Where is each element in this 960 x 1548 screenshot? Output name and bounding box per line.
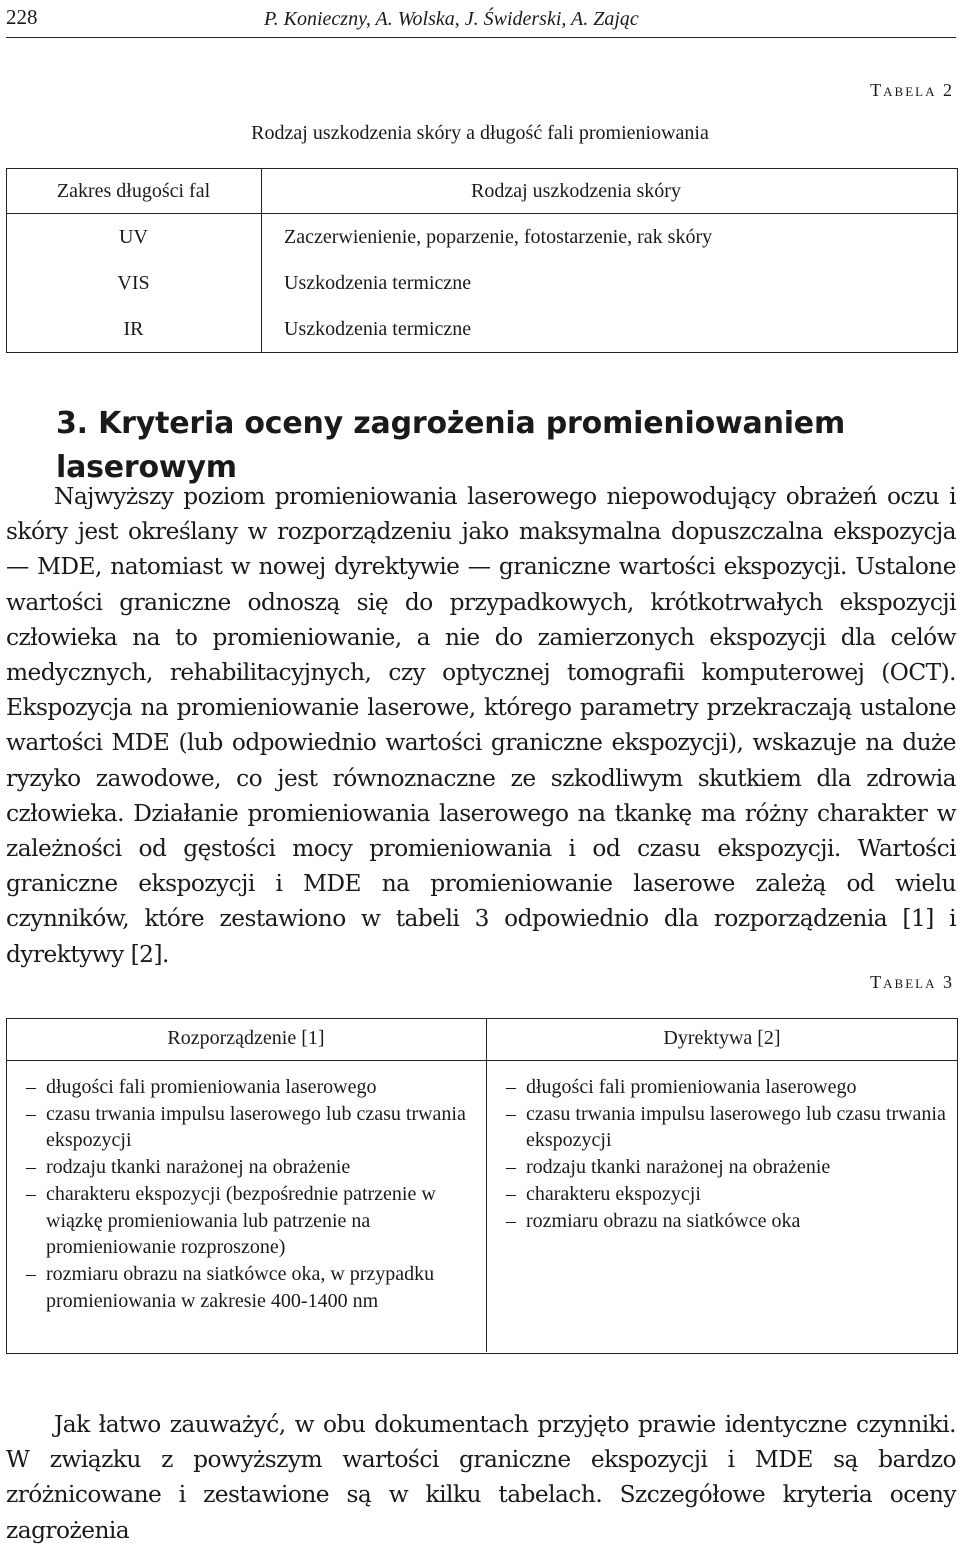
list-item: – rodzaju tkanki narażonej na obrażenie xyxy=(26,1154,476,1181)
table2-cell-range: IR xyxy=(6,306,262,352)
list-item: – rodzaju tkanki narażonej na obrażenie xyxy=(506,1154,946,1181)
list-item: – rozmiaru obrazu na siatkówce oka, w przypadku promieniowania w zakresie 400-1400 nm xyxy=(26,1261,476,1314)
table2-cell-damage: Zaczerwienienie, poparzenie, fotostarzenie, rak skóry xyxy=(284,225,713,248)
list-item: – charakteru ekspozycji xyxy=(506,1181,946,1208)
running-title-authors: P. Konieczny, A. Wolska, J. Świderski, A. Zając xyxy=(264,8,639,30)
table-row xyxy=(6,214,958,260)
table3-directive-list xyxy=(506,1074,946,1234)
header-rule xyxy=(6,37,956,38)
section-heading: 3. Kryteria oceny zagrożenia promieniowaniem laserowym xyxy=(56,406,846,485)
page-number: 228 xyxy=(6,5,38,29)
running-head xyxy=(6,2,956,36)
table2-caption: Rodzaj uszkodzenia skóry a długość fali promieniowania xyxy=(251,122,709,144)
table2-header-rule xyxy=(6,213,958,214)
table3-regulation-list xyxy=(26,1074,476,1314)
table3-label: Tabela 3 xyxy=(870,972,954,992)
table2-cell-damage: Uszkodzenia termiczne xyxy=(284,317,472,340)
table-row xyxy=(6,306,958,352)
list-item: – charakteru ekspozycji (bezpośrednie patrzenie w wiązkę promieniowania lub patrzenie na promieniowanie rozproszone) xyxy=(26,1181,476,1261)
table2-cell-damage: Uszkodzenia termiczne xyxy=(284,271,472,294)
list-item: – czasu trwania impulsu laserowego lub czasu trwania ekspozycji xyxy=(506,1101,946,1154)
table3-header-regulation: Rozporządzenie [1] xyxy=(167,1027,325,1049)
table3-header-directive: Dyrektywa [2] xyxy=(663,1027,781,1049)
list-item: – rozmiaru obrazu na siatkówce oka xyxy=(506,1208,946,1235)
list-item: – długości fali promieniowania laserowego xyxy=(506,1074,946,1101)
closing-paragraph: Jak łatwo zauważyć, w obu dokumentach przyjęto prawie identyczne czynniki. W związku z powyższym wartości graniczne ekspozycji i MDE są bardzo zróżnicowane i zestawione są w kilku tabelach. Szczegółowe kryteria oceny zagrożenia xyxy=(6,1411,956,1544)
table2-header-row xyxy=(6,168,958,214)
table2-cell-range: VIS xyxy=(6,260,262,306)
table2-cell-range: UV xyxy=(6,214,262,260)
table2 xyxy=(6,168,958,352)
table-row xyxy=(6,260,958,306)
table2-label: Tabela 2 xyxy=(870,80,954,100)
table3-column-divider xyxy=(486,1060,487,1352)
list-item: – czasu trwania impulsu laserowego lub czasu trwania ekspozycji xyxy=(26,1101,476,1154)
table2-header-wavelength: Zakres długości fal xyxy=(6,168,262,214)
list-item: – długości fali promieniowania laserowego xyxy=(26,1074,476,1101)
table2-header-damage: Rodzaj uszkodzenia skóry xyxy=(471,179,681,202)
table3-header-rule xyxy=(6,1060,958,1061)
body-paragraph: Najwyższy poziom promieniowania laserowego niepowodujący obrażeń oczu i skóry jest określany w rozporządzeniu jako maksymalna dopuszczalna ekspozycja — MDE, natomiast w nowej dyrektywie — graniczne wartości ekspozycji. Ustalone wartości graniczne odnoszą się do przypadkowych, krótkotrwałych ekspozycji człowieka na to promieniowanie, a nie do zamierzonych ekspozycji dla celów medycznych, rehabilitacyjnych, czy optycznej tomografii komputerowej (OCT). Ekspozycja na promieniowanie laserowe, którego parametry przekraczają ustalone wartości MDE (lub odpowiednio wartości graniczne ekspozycji), wskazuje na duże ryzyko zawodowe, co jest równoznaczne ze szkodliwym skutkiem dla zdrowia człowieka. Działanie promieniowania laserowego na tkankę ma różny charakter w zależności od gęstości mocy promieniowania i od czasu ekspozycji. Wartości graniczne ekspozycji i MDE na promieniowanie laserowe zależą od wielu czynników, które zestawiono w tabeli 3 odpowiednio dla rozporządzenia [1] i dyrektywy [2]. xyxy=(6,483,956,968)
